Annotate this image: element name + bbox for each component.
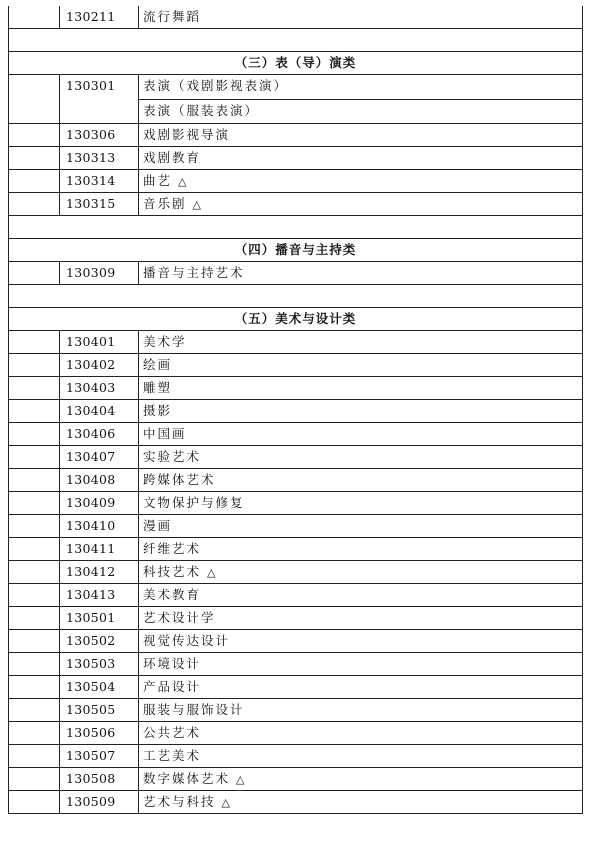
index-cell	[9, 354, 59, 376]
major-name: 文物保护与修复	[143, 495, 245, 510]
index-cell	[9, 607, 59, 629]
major-code: 130403	[59, 377, 138, 399]
major-name-cell	[138, 354, 582, 376]
table-row	[9, 584, 582, 607]
major-name-cell	[138, 377, 582, 399]
major-name-cell	[138, 699, 582, 721]
index-cell	[9, 469, 59, 491]
major-name: 艺术与科技	[143, 794, 216, 809]
table-row	[9, 124, 582, 147]
major-name: 服装与服饰设计	[143, 702, 245, 717]
major-name: 美术学	[143, 334, 187, 349]
major-code: 130406	[59, 423, 138, 445]
table-row	[9, 446, 582, 469]
index-cell	[9, 768, 59, 790]
table-row	[9, 768, 582, 791]
major-code: 130410	[59, 515, 138, 537]
major-name: 雕塑	[143, 380, 173, 395]
major-name-cell	[138, 446, 582, 468]
major-code: 130413	[59, 584, 138, 606]
index-cell	[9, 699, 59, 721]
major-name-cell	[138, 584, 582, 606]
major-name: 中国画	[143, 426, 187, 441]
index-cell	[9, 170, 59, 192]
category-heading-row	[9, 239, 582, 262]
major-name: 科技艺术	[143, 564, 202, 579]
table-row	[9, 147, 582, 170]
major-code: 130401	[59, 331, 138, 353]
table-row	[9, 400, 582, 423]
special-major-mark: △	[178, 175, 187, 188]
major-code: 130501	[59, 607, 138, 629]
table-row	[9, 653, 582, 676]
major-name-cell	[138, 400, 582, 422]
index-cell	[9, 400, 59, 422]
category-heading-row	[9, 52, 582, 75]
major-name: 绘画	[143, 357, 173, 372]
index-cell	[9, 331, 59, 353]
table-row	[9, 538, 582, 561]
index-cell	[9, 262, 59, 284]
major-name: 漫画	[143, 518, 173, 533]
index-cell	[9, 722, 59, 744]
major-name-cell	[138, 331, 582, 353]
major-code: 130504	[59, 676, 138, 698]
special-major-mark: △	[207, 566, 216, 579]
major-code: 130301	[59, 75, 138, 123]
blank-cell	[9, 285, 582, 307]
major-name: 曲艺	[143, 173, 173, 188]
major-name-cell	[138, 538, 582, 560]
index-cell	[9, 630, 59, 652]
major-name: 跨媒体艺术	[143, 472, 216, 487]
major-name: 工艺美术	[143, 748, 202, 763]
special-major-mark: △	[236, 773, 245, 786]
index-cell	[9, 75, 59, 123]
table-row	[9, 791, 582, 814]
major-name-group	[138, 75, 582, 123]
blank-row	[9, 216, 582, 239]
special-major-mark: △	[221, 796, 230, 809]
major-code: 130306	[59, 124, 138, 146]
major-name-cell	[138, 170, 582, 192]
category-heading: （四）播音与主持类	[234, 242, 357, 257]
major-name-cell	[138, 791, 582, 813]
major-name: 环境设计	[143, 656, 202, 671]
table-row	[9, 492, 582, 515]
table-row	[9, 630, 582, 653]
index-cell	[9, 193, 59, 215]
major-catalog-table	[8, 6, 583, 814]
index-cell	[9, 6, 59, 28]
major-name-cell	[138, 768, 582, 790]
major-name-cell	[138, 124, 582, 146]
major-name-cell	[138, 423, 582, 445]
major-code: 130407	[59, 446, 138, 468]
major-name: 数字媒体艺术	[143, 771, 231, 786]
major-name-cell	[138, 653, 582, 675]
index-cell	[9, 653, 59, 675]
blank-cell	[9, 216, 582, 238]
major-name: 摄影	[143, 403, 173, 418]
major-name-cell	[138, 262, 582, 284]
table-row	[9, 699, 582, 722]
category-heading: （五）美术与设计类	[234, 311, 357, 326]
major-code: 130411	[59, 538, 138, 560]
major-name-cell	[138, 607, 582, 629]
major-name-cell	[138, 6, 582, 28]
major-name-cell	[138, 722, 582, 744]
major-code: 130503	[59, 653, 138, 675]
blank-row	[9, 29, 582, 52]
index-cell	[9, 147, 59, 169]
major-name: 美术教育	[143, 587, 202, 602]
special-major-mark: △	[192, 198, 201, 211]
table-row	[9, 722, 582, 745]
table-row	[9, 469, 582, 492]
table-row	[9, 561, 582, 584]
major-name-cell	[138, 193, 582, 215]
major-code: 130409	[59, 492, 138, 514]
index-cell	[9, 492, 59, 514]
major-name-cell	[138, 515, 582, 537]
index-cell	[9, 515, 59, 537]
major-name: 艺术设计学	[143, 610, 216, 625]
major-name-cell	[138, 492, 582, 514]
major-name: 戏剧影视导演	[143, 127, 231, 142]
table-row	[9, 607, 582, 630]
index-cell	[9, 584, 59, 606]
major-name-cell	[138, 147, 582, 169]
table-row	[9, 515, 582, 538]
major-name: 音乐剧	[143, 196, 187, 211]
major-name: 表演（戏剧影视表演）	[139, 75, 582, 100]
index-cell	[9, 791, 59, 813]
major-code: 130315	[59, 193, 138, 215]
major-code: 130408	[59, 469, 138, 491]
table-row	[9, 745, 582, 768]
major-name-cell	[138, 676, 582, 698]
table-row	[9, 193, 582, 216]
major-name: 表演（服装表演）	[143, 102, 260, 118]
major-code: 130412	[59, 561, 138, 583]
major-name-cell	[138, 630, 582, 652]
major-code: 130506	[59, 722, 138, 744]
major-name-cell	[138, 745, 582, 767]
blank-cell	[9, 29, 582, 51]
blank-row	[9, 285, 582, 308]
major-code: 130211	[59, 6, 138, 28]
category-heading-row	[9, 308, 582, 331]
major-name: 视觉传达设计	[143, 633, 231, 648]
major-code: 130507	[59, 745, 138, 767]
major-code: 130309	[59, 262, 138, 284]
major-code: 130508	[59, 768, 138, 790]
index-cell	[9, 561, 59, 583]
major-code: 130509	[59, 791, 138, 813]
major-name: 流行舞蹈	[143, 9, 202, 24]
index-cell	[9, 377, 59, 399]
table-row	[9, 377, 582, 400]
major-name: 实验艺术	[143, 449, 202, 464]
table-row	[9, 423, 582, 446]
table-row	[9, 354, 582, 377]
major-code: 130505	[59, 699, 138, 721]
index-cell	[9, 446, 59, 468]
major-name: 戏剧教育	[143, 150, 202, 165]
major-name: 公共艺术	[143, 725, 202, 740]
major-name: 纤维艺术	[143, 541, 202, 556]
index-cell	[9, 423, 59, 445]
major-name-cell	[138, 561, 582, 583]
major-code: 130502	[59, 630, 138, 652]
table-row	[9, 331, 582, 354]
table-row	[9, 676, 582, 699]
table-row-group	[9, 75, 582, 124]
index-cell	[9, 745, 59, 767]
major-name-cell	[138, 469, 582, 491]
table-row	[9, 170, 582, 193]
major-code: 130402	[59, 354, 138, 376]
index-cell	[9, 538, 59, 560]
major-name: 产品设计	[143, 679, 202, 694]
index-cell	[9, 124, 59, 146]
major-code: 130404	[59, 400, 138, 422]
major-name: 播音与主持艺术	[143, 265, 245, 280]
major-code: 130313	[59, 147, 138, 169]
major-code: 130314	[59, 170, 138, 192]
table-row	[9, 262, 582, 285]
table-row	[9, 6, 582, 29]
category-heading: （三）表（导）演类	[234, 55, 357, 70]
index-cell	[9, 676, 59, 698]
